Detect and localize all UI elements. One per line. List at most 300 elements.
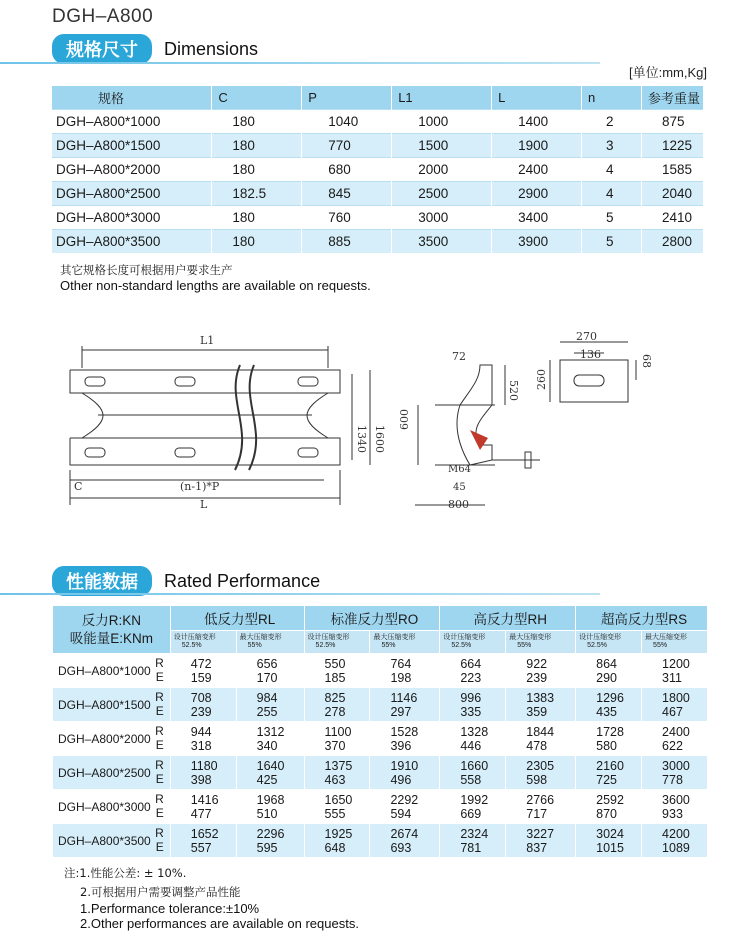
e-label: E [155,738,164,752]
energy-value: 239 [190,704,212,719]
performance-model-cell [53,688,171,722]
subheader-pct: 55% [247,642,262,649]
performance-value-cell [170,688,236,722]
reaction-value: 3227 [526,826,555,841]
reaction-value: 2400 [662,724,690,739]
reaction-value: 708 [190,690,212,705]
subheader-label: 设计压缩变形 [173,634,216,641]
performance-row [53,790,708,824]
reaction-value: 922 [526,656,548,671]
performance-value-cell [304,722,370,756]
dimensions-cell: 2040 [641,182,703,206]
reaction-value: 1296 [596,690,624,705]
energy-value: 278 [324,704,346,719]
dimensions-cell: 5 [582,206,642,230]
performance-model: DGH–A800*3000 [58,799,151,814]
energy-value: 239 [526,670,548,685]
dimensions-cell: 180 [212,206,302,230]
performance-value-cell [642,790,708,824]
e-label: E [155,806,164,820]
subheader-max-compression [236,631,304,654]
group-ro: 标准反力型RO [304,606,440,631]
reaction-value: 1375 [324,758,353,773]
energy-value: 1015 [596,840,624,855]
dim-800: 800 [448,498,469,511]
performance-value-cell [642,722,708,756]
reaction-value: 1652 [190,826,219,841]
group-rh: 高反力型RH [440,606,576,631]
subheader-label: 最大压缩变形 [239,634,282,641]
energy-value: 781 [460,840,482,855]
subheader-label: 设计压缩变形 [307,634,350,641]
col-l: L [492,86,582,110]
dim-m64: M64 [448,464,471,475]
dimensions-cell: 875 [641,110,703,134]
energy-value: 446 [460,738,482,753]
performance-value-cell [370,722,440,756]
energy-value: 396 [390,738,412,753]
dimensions-cell: DGH–A800*1000 [52,110,212,134]
performance-model: DGH–A800*2500 [58,765,151,780]
energy-value: 340 [256,738,278,753]
dimensions-row [52,206,704,230]
col-n: n [582,86,642,110]
reaction-value: 1640 [256,758,285,773]
dimensions-cell: 1400 [492,110,582,134]
energy-value: 595 [256,840,278,855]
energy-value: 255 [256,704,278,719]
performance-value-cell [642,824,708,858]
dimensions-cell: 180 [212,158,302,182]
dimensions-cell: DGH–A800*2000 [52,158,212,182]
perf-corner-header [53,606,171,654]
reaction-value: 472 [190,656,212,671]
reaction-value: 1528 [390,724,419,739]
dimensions-cell: 3500 [392,230,492,254]
energy-value: 837 [526,840,548,855]
dimensions-cell: 180 [212,110,302,134]
subheader-pct: 52.5% [181,642,202,649]
reaction-value: 2296 [256,826,285,841]
performance-value-cell [236,824,304,858]
performance-model-cell [53,756,171,790]
dimensions-cell: 3000 [392,206,492,230]
performance-value-cell [236,688,304,722]
dimensions-cell: 2000 [392,158,492,182]
r-label: R [155,826,164,840]
performance-value-cell [576,722,642,756]
reaction-value: 1200 [662,656,690,671]
dimensions-cell: 885 [302,230,392,254]
col-p: P [302,86,392,110]
reaction-value: 1992 [460,792,489,807]
performance-value-cell [370,688,440,722]
subheader-pct: 55% [653,642,668,649]
performance-value-cell [576,756,642,790]
subheader-label: 设计压缩变形 [443,634,486,641]
dimensions-row [52,230,704,254]
performance-value-cell [370,756,440,790]
performance-value-cell [170,824,236,858]
performance-value-cell [440,824,506,858]
performance-value-cell [170,790,236,824]
energy-value: 1089 [662,840,690,855]
reaction-value: 1660 [460,758,489,773]
subheader-pct: 52.5% [315,642,336,649]
r-label: R [155,656,164,670]
dimensions-cell: 845 [302,182,392,206]
energy-value: 555 [324,806,346,821]
performance-value-cell [170,722,236,756]
energy-value: 370 [324,738,346,753]
energy-value: 778 [662,772,683,787]
re-labels [155,724,164,752]
dim-np: (n-1)*P [180,480,220,493]
reaction-value: 2305 [526,758,555,773]
subheader-pct: 52.5% [587,642,607,649]
group-rl: 低反力型RL [170,606,304,631]
col-weight: 参考重量 [641,86,703,110]
dim-1600: 1600 [373,425,386,453]
perf-note-1: 注:1.性能公差: ± 10%. [64,866,187,880]
energy-value: 594 [390,806,412,821]
dimensions-cell: 2 [582,110,642,134]
energy-value: 725 [596,772,617,787]
dimensions-cell: 3 [582,134,642,158]
energy-value: 933 [662,806,683,821]
e-label: E [155,670,164,684]
dimensions-cell: 2400 [492,158,582,182]
performance-value-cell [304,654,370,688]
subheader-pct: 55% [381,642,396,649]
performance-row [53,688,708,722]
subheader-label: 最大压缩变形 [645,634,688,641]
technical-drawing [40,320,680,520]
performance-rule [0,593,600,595]
reaction-value: 764 [390,656,412,671]
reaction-value: 2292 [390,792,419,807]
performance-title-cn: 性能数据 [52,566,152,596]
dimensions-title-en: Dimensions [164,38,259,59]
reaction-value: 1844 [526,724,555,739]
subheader-max-compression [506,631,576,654]
dim-45: 45 [453,482,466,493]
dim-270: 270 [576,330,597,343]
dimensions-row [52,134,704,158]
reaction-value: 2766 [526,792,555,807]
performance-value-cell [440,790,506,824]
col-l1: L1 [392,86,492,110]
reaction-value: 2674 [390,826,419,841]
dimensions-title-cn: 规格尺寸 [52,34,152,64]
energy-value: 669 [460,806,482,821]
reaction-value: 984 [256,690,278,705]
dimensions-cell: 2800 [641,230,703,254]
r-label: R [155,724,164,738]
dimensions-cell: 4 [582,158,642,182]
performance-value-cell [642,756,708,790]
dim-260: 260 [535,369,548,390]
performance-value-cell [304,824,370,858]
performance-value-cell [506,824,576,858]
performance-value-cell [236,654,304,688]
subheader-design-compression [170,631,236,654]
dimensions-cell: 2500 [392,182,492,206]
performance-value-cell [236,756,304,790]
performance-row [53,824,708,858]
dimensions-note-en: Other non-standard lengths are available on requests. [60,278,371,293]
performance-model: DGH–A800*3500 [58,833,151,848]
performance-title-en: Rated Performance [164,570,321,591]
re-labels [155,792,164,820]
dim-136: 136 [580,348,601,361]
r-label: R [155,690,164,704]
dimensions-table [52,86,704,253]
reaction-value: 3000 [662,758,690,773]
performance-value-cell [506,722,576,756]
dimensions-cell: 3900 [492,230,582,254]
reaction-value: 3024 [596,826,624,841]
model-title: DGH–A800 [52,6,154,27]
energy-value: 477 [190,806,212,821]
performance-value-cell [576,824,642,858]
reaction-value: 656 [256,656,278,671]
subheader-design-compression [304,631,370,654]
performance-row [53,756,708,790]
reaction-value: 1968 [256,792,285,807]
reaction-value: 944 [190,724,212,739]
subheader-design-compression [440,631,506,654]
performance-value-cell [440,654,506,688]
energy-value: 425 [256,772,278,787]
dim-600: 600 [398,409,411,430]
performance-model-cell [53,790,171,824]
energy-value: 693 [390,840,412,855]
perf-note-2: 2.可根据用户需要调整产品性能 [80,885,241,899]
subheader-max-compression [642,631,708,654]
reaction-value: 664 [460,656,482,671]
performance-heading [52,566,320,596]
dimensions-cell: 680 [302,158,392,182]
dimensions-cell: 5 [582,230,642,254]
energy-value: 557 [190,840,212,855]
reaction-value: 864 [596,656,617,671]
dimensions-cell: 1000 [392,110,492,134]
dim-520: 520 [507,380,520,401]
performance-value-cell [440,722,506,756]
dimensions-cell: 180 [212,134,302,158]
group-rs: 超高反力型RS [576,606,708,631]
dimensions-cell: 2410 [641,206,703,230]
reaction-value: 1650 [324,792,353,807]
energy-value: 622 [662,738,683,753]
performance-value-cell [304,790,370,824]
performance-value-cell [370,790,440,824]
dimensions-cell: 1040 [302,110,392,134]
reaction-value: 1146 [390,690,418,705]
dimensions-cell: 2900 [492,182,582,206]
reaction-value: 1180 [190,758,218,773]
energy-value: 717 [526,806,548,821]
dimensions-cell: 182.5 [212,182,302,206]
reaction-value: 2324 [460,826,489,841]
energy-value: 435 [596,704,617,719]
e-label: E [155,840,164,854]
performance-value-cell [170,756,236,790]
energy-value: 558 [460,772,482,787]
performance-model-cell [53,722,171,756]
performance-row [53,722,708,756]
energy-value: 318 [190,738,212,753]
front-view [70,346,370,505]
reaction-value: 1925 [324,826,353,841]
dim-68: 68 [640,354,653,368]
reaction-value: 4200 [662,826,690,841]
energy-value: 598 [526,772,548,787]
energy-value: 359 [526,704,548,719]
reaction-value: 996 [460,690,482,705]
re-labels [155,656,164,684]
performance-value-cell [304,756,370,790]
performance-model: DGH–A800*2000 [58,731,151,746]
performance-value-cell [440,688,506,722]
dimensions-cell: 1585 [641,158,703,182]
performance-row [53,654,708,688]
performance-value-cell [440,756,506,790]
dimensions-cell: 770 [302,134,392,158]
performance-value-cell [506,790,576,824]
reaction-value: 825 [324,690,346,705]
energy-value: 290 [596,670,617,685]
energy-value: 398 [190,772,212,787]
dimensions-cell: 3400 [492,206,582,230]
col-c: C [212,86,302,110]
energy-value: 463 [324,772,346,787]
dim-72: 72 [452,350,466,363]
dim-l1: L1 [200,334,215,347]
performance-model-cell [53,824,171,858]
subheader-label: 最大压缩变形 [509,634,552,641]
performance-value-cell [236,722,304,756]
re-labels [155,826,164,854]
performance-table [52,605,708,858]
energy-value: 335 [460,704,482,719]
perf-note-4: 2.Other performances are available on requests. [80,916,359,931]
r-label: R [155,792,164,806]
reaction-value: 2592 [596,792,624,807]
dimensions-cell: 180 [212,230,302,254]
performance-value-cell [576,688,642,722]
energy-value: 297 [390,704,412,719]
performance-value-cell [506,756,576,790]
dim-c: C [74,480,83,493]
performance-value-cell [642,654,708,688]
dimensions-cell: DGH–A800*3500 [52,230,212,254]
reaction-value: 1800 [662,690,690,705]
corner-line2: 吸能量E:KNm [69,630,153,646]
subheader-pct: 55% [517,642,532,649]
energy-value: 580 [596,738,617,753]
dimensions-cell: 4 [582,182,642,206]
energy-value: 223 [460,670,482,685]
dimensions-row [52,110,704,134]
performance-value-cell [370,654,440,688]
dimensions-cell: DGH–A800*1500 [52,134,212,158]
unit-label: [单位:mm,Kg] [628,65,707,80]
re-labels [155,690,164,718]
dimensions-cell: 1900 [492,134,582,158]
performance-value-cell [304,688,370,722]
reaction-value: 550 [324,656,346,671]
dimensions-row [52,158,704,182]
performance-value-cell [506,654,576,688]
reaction-value: 1383 [526,690,555,705]
energy-value: 496 [390,772,412,787]
energy-value: 159 [190,670,212,685]
energy-value: 170 [256,670,278,685]
subheader-design-compression [576,631,642,654]
dimensions-note-cn: 其它规格长度可根据用户要求生产 [60,263,233,277]
e-label: E [155,772,164,786]
perf-note-3: 1.Performance tolerance:±10% [80,901,260,916]
dimensions-cell: DGH–A800*3000 [52,206,212,230]
col-spec: 规格 [52,86,212,110]
r-label: R [155,758,164,772]
energy-value: 478 [526,738,548,753]
dim-1340: 1340 [355,425,368,453]
subheader-label: 设计压缩变形 [579,634,622,641]
dim-l: L [200,498,208,511]
reaction-value: 1910 [390,758,419,773]
e-label: E [155,704,164,718]
performance-value-cell [576,654,642,688]
performance-value-cell [170,654,236,688]
side-view-bolt-detail [470,430,488,450]
performance-value-cell [236,790,304,824]
dimensions-cell: 1225 [641,134,703,158]
performance-model-cell [53,654,171,688]
dimensions-cell: 1500 [392,134,492,158]
energy-value: 467 [662,704,683,719]
subheader-label: 最大压缩变形 [373,634,416,641]
performance-value-cell [370,824,440,858]
performance-value-cell [576,790,642,824]
re-labels [155,758,164,786]
performance-model: DGH–A800*1500 [58,697,151,712]
energy-value: 311 [662,670,682,685]
subheader-max-compression [370,631,440,654]
performance-value-cell [506,688,576,722]
dimensions-cell: DGH–A800*2500 [52,182,212,206]
performance-model: DGH–A800*1000 [58,663,151,678]
dimensions-heading [52,34,258,64]
reaction-value: 1728 [596,724,624,739]
reaction-value: 1100 [324,724,352,739]
reaction-value: 3600 [662,792,690,807]
subheader-pct: 52.5% [451,642,472,649]
energy-value: 870 [596,806,617,821]
energy-value: 510 [256,806,278,821]
energy-value: 198 [390,670,412,685]
corner-line1: 反力R:KN [81,612,141,628]
dimensions-rule [0,62,600,64]
reaction-value: 2160 [596,758,624,773]
dimensions-cell: 760 [302,206,392,230]
performance-value-cell [642,688,708,722]
reaction-value: 1312 [256,724,285,739]
reaction-value: 1416 [190,792,219,807]
energy-value: 185 [324,670,346,685]
